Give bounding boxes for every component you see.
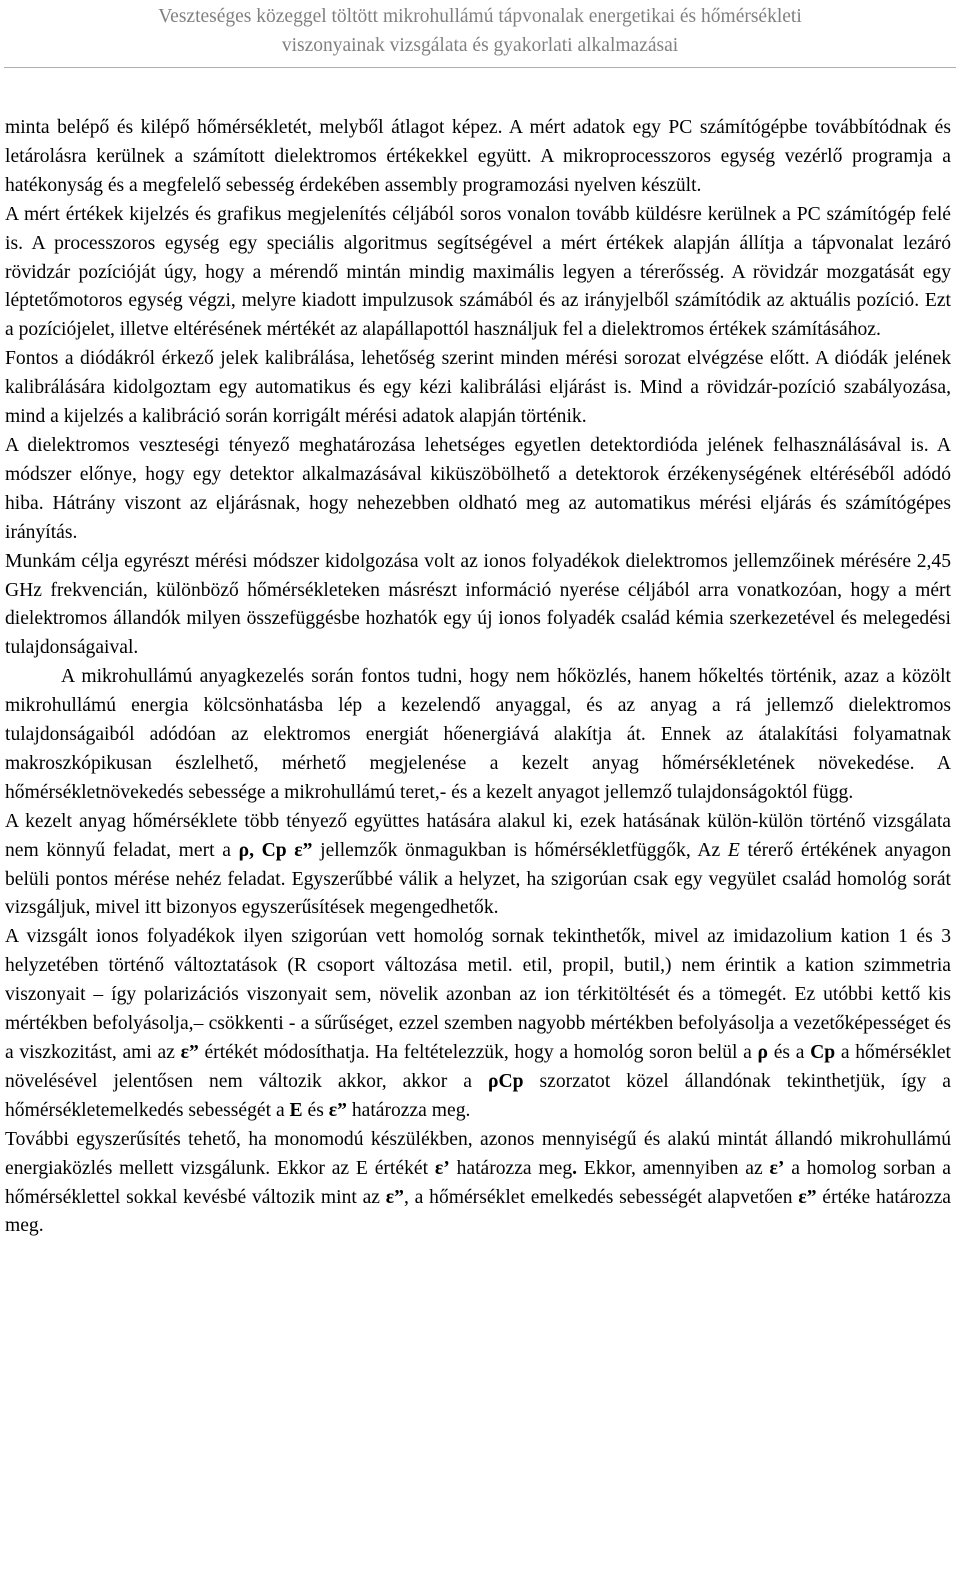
symbol-eps2: ε” bbox=[798, 1186, 817, 1208]
paragraph-8-text: értékét módosíthatja. Ha feltételezzük, hogy a homológ soron belül a bbox=[198, 1042, 758, 1063]
symbol-eps2: ε” bbox=[328, 1099, 347, 1121]
paragraph-9 bbox=[5, 1126, 951, 1242]
symbol-cp: Cp bbox=[810, 1042, 836, 1063]
paragraph-3: Fontos a diódákról érkező jelek kalibrálása, lehetőség szerint minden mérési sorozat elvégzése előtt. A diódák jelének kalibrálására kidolgoztam egy automatikus és egy kézi kalibrálási eljárást is. Mind a rövidzár-pozíció szabályozása, mind a kijelzés a kalibráció során korrigált mérési adatok alapján történik. bbox=[5, 348, 951, 428]
paragraph-5: Munkám célja egyrészt mérési módszer kidolgozása volt az ionos folyadékok dielektromos jellemzőinek mérésére 2,45 GHz frekvencián, különböző hőmérsékleteken másrészt információ nyerése céljából arra vonatkozóan, hogy a mért dielektromos állandók milyen összefüggésbe hozhatók egy új ionos folyadék család kémia szerkezetével és melegedési tulajdonságaival. bbox=[5, 550, 951, 659]
paragraph-8-text: határozza meg. bbox=[346, 1099, 471, 1121]
paragraph-2: A mért értékek kijelzés és grafikus megjelenítés céljából soros vonalon tovább küldésre kerülnek a PC számítógép felé is. A processzoros egység egy speciális algoritmus segítségével a mért értékek alapján állítja a tápvonalat lezáró rövidzár pozícióját úgy, hogy a mérendő mintán mindig maximális legyen a térerősség. A rövidzár mozgatását egy léptetőmotoros egység végzi, melyre kiadott impulzusok számából és az irányjelből számítódik az aktuális pozíció. Ezt a pozíciójelet, illetve eltérésének mértékét az alapállapottól használjuk fel a dielektromos értékek számításához. bbox=[5, 203, 951, 341]
paragraph-9-text: További egyszerűsítés tehető, ha monomodú készülékben, azonos mennyiségű és alakú mintát állandó mikrohullámú energiaközlés mellett vizsgálunk. Ekkor az E értékét bbox=[5, 1128, 951, 1179]
paragraph-9-text: értéke határozza meg. bbox=[5, 1186, 951, 1237]
body-text bbox=[5, 114, 951, 1241]
header-divider bbox=[4, 67, 956, 68]
paragraph-8-text: és a bbox=[768, 1042, 811, 1063]
paragraph-9-text: határozza meg bbox=[449, 1157, 573, 1179]
paragraph-7-text: jellemzők önmagukban is hőmérsékletfüggők, Az bbox=[312, 839, 728, 861]
paragraph-7 bbox=[5, 808, 951, 924]
symbol-rho-cp: ρCp bbox=[487, 1070, 524, 1092]
paragraph-7-text: A kezelt anyag hőmérséklete több tényező együttes hatására alakul ki, ezek hatásának külön-külön történő vizsgálata nem könnyű feladat, mert a bbox=[5, 810, 951, 861]
symbol-e-italic: E bbox=[727, 839, 740, 861]
symbol-rho: ρ bbox=[757, 1042, 769, 1063]
paragraph-9-text: , a hőmérséklet emelkedés sebességét alapvetően bbox=[403, 1186, 799, 1208]
symbol-e: E bbox=[289, 1099, 303, 1121]
paragraph-7-text: térerő értékének anyagon belüli pontos mérése nehéz feladat. Egyszerűbbé válik a helyzet, ha szigorúan csak egy vegyület család homológ sorát vizsgáljuk, mivel itt bizonyos egyszerűsítések megengedhetők. bbox=[5, 839, 952, 919]
running-header-line-2: viszonyainak vizsgálata és gyakorlati alkalmazásai bbox=[281, 35, 679, 56]
paragraph-8-text: a hőmérséklet növelésével jelentősen nem változik akkor, akkor a bbox=[5, 1042, 951, 1092]
symbol-rho-cp-eps2: ρ, Cp ε” bbox=[238, 839, 313, 861]
symbol-eps2: ε” bbox=[385, 1186, 404, 1208]
symbol-eps1: ε’ bbox=[769, 1157, 785, 1179]
paragraph-8-text: és bbox=[302, 1099, 329, 1121]
paragraph-1: minta belépő és kilépő hőmérsékletét, melyből átlagot képez. A mért adatok egy PC számítógépbe továbbítódnak és letárolásra kerülnek a számított dielektromos értékekkel együtt. A mikroprocesszoros egység vezérlő programja a hatékonyság és a megfelelő sebesség érdekében assembly programozási nyelven készült. bbox=[5, 117, 951, 196]
running-header-line-1: Veszteséges közeggel töltött mikrohullámú tápvonalak energetikai és hőmérsékleti bbox=[158, 6, 802, 27]
paragraph-6: A mikrohullámú anyagkezelés során fontos tudni, hogy nem hőközlés, hanem hőkeltés történik, azaz a közölt mikrohullámú energia kölcsönhatásba lép a kezelendő anyaggal, és az anyag a rá jellemző dielektromos tulajdonságaiból adódóan az elektromos energiát hőenergiává alakítja át. Ennek az átalakítási folyamatnak makroszkópikusan észlelhető, mérhető megjelenése a kezelt anyag hőmérsékletének növekedése. A hőmérsékletnövekedés sebessége a mikrohullámú teret,- és a kezelt anyagot jellemző tulajdonságoktól függ. bbox=[5, 666, 951, 803]
paragraph-9-text: a homolog sorban a hőmérséklettel sokkal kevésbé változik mint az bbox=[5, 1157, 951, 1208]
bold-period: . bbox=[572, 1157, 578, 1179]
paragraph-8-text: szorzatot közel állandónak tekinthetjük, így a hőmérsékletemelkedés sebességét a bbox=[5, 1070, 951, 1121]
running-header bbox=[0, 2, 960, 60]
paragraph-8 bbox=[5, 923, 951, 1125]
symbol-eps2: ε” bbox=[180, 1042, 199, 1063]
paragraph-4: A dielektromos veszteségi tényező meghatározása lehetséges egyetlen detektordióda jelének felhasználásával is. A módszer előnye, hogy egy detektor alkalmazásával kiküszöbölhető a detektorok érzékenységének eltéréséből adódó hiba. Hátrány viszont az eljárásnak, hogy nehezebben oldható meg az automatikus mérési eljárás és számítógépes irányítás. bbox=[5, 434, 951, 543]
paragraph-9-text: Ekkor, amennyiben az bbox=[577, 1157, 770, 1179]
symbol-eps1: ε’ bbox=[434, 1157, 450, 1179]
paragraph-8-text: A vizsgált ionos folyadékok ilyen szigorúan vett homológ sornak tekinthetők, mivel az imidazolium kation 1 és 3 helyzetében történő változtatások (R csoport változása metil. etil, propil, butil,) nem érintik a kation szimmetria viszonyait – így polarizációs viszonyait sem, növelik azonban az ion térkitöltését és a tömegét. Ez utóbbi kettő kis mértékben befolyásolja,– csökkenti - a sűrűséget, ezzel szemben nagyobb mértékben befolyásolja a vezetőképességet és a viszkozitást, ami az bbox=[5, 926, 951, 1063]
